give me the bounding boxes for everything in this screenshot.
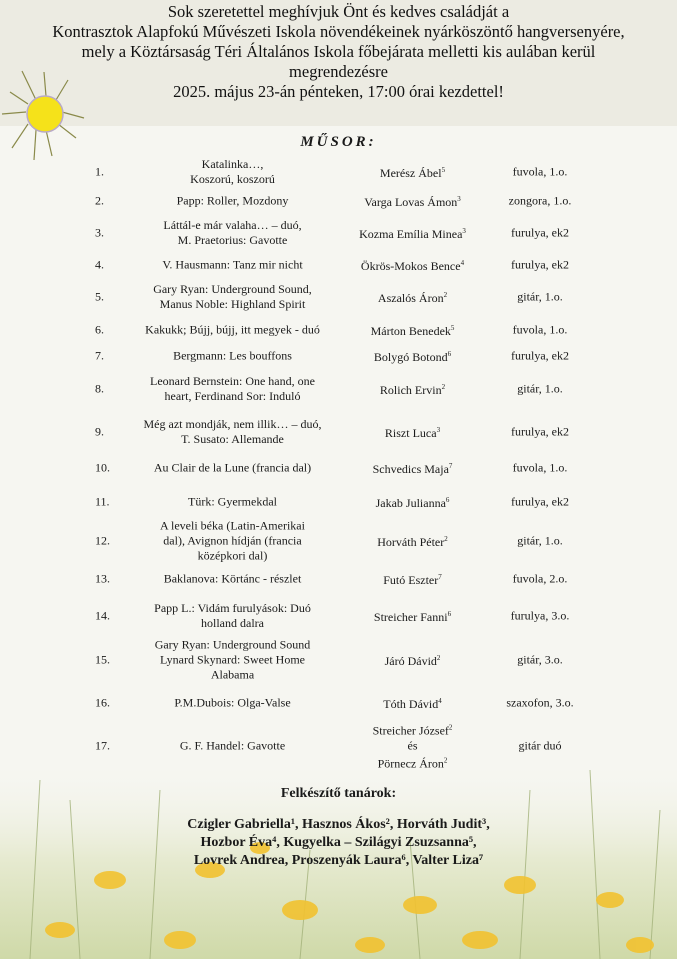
- performer-name: [345, 459, 480, 477]
- performer-name: [345, 532, 480, 550]
- piece-line: Koszorú, koszorú: [190, 172, 275, 186]
- intro-line: Sok szeretettel meghívjuk Önt és kedves családját a: [167, 2, 510, 21]
- piece-line: Manus Noble: Highland Spirit: [159, 297, 306, 311]
- piece-title: [130, 739, 335, 754]
- teachers-heading: Felkészítő tanárok:: [280, 786, 397, 801]
- item-number: 2.: [95, 193, 104, 208]
- item-number: 4.: [95, 257, 104, 272]
- performer-name: [345, 493, 480, 511]
- teacher-index: 2: [444, 535, 448, 543]
- piece-line: Gary Ryan: Underground Sound,: [153, 282, 312, 296]
- instrument-grade: furulya, 3.o.: [510, 608, 570, 623]
- item-number: 15.: [95, 652, 110, 667]
- performer-line: Aszalós Áron$^2$: [377, 291, 448, 305]
- teacher-index: 7: [438, 573, 442, 581]
- instrument-grade: furulya, ek2: [511, 257, 569, 272]
- teacher-index: 6: [445, 496, 450, 504]
- piece-line: holland dalra: [201, 616, 264, 630]
- performer-line: Horváth Péter$^2$: [377, 535, 448, 549]
- performer-line: Ökrös-Mokos Bence$^4$: [360, 259, 465, 273]
- instrument-grade: fuvola, 2.o.: [512, 571, 568, 586]
- teachers-line: Lovrek Andrea, Proszenyák Laura⁶, Valter Liza⁷: [193, 853, 484, 868]
- piece-title: [130, 572, 335, 587]
- piece-title: [130, 374, 335, 404]
- item-number: 8.: [95, 381, 104, 396]
- performer-name: [345, 651, 480, 669]
- instrument-grade: szaxofon, 3.o.: [506, 695, 574, 710]
- piece-title: [130, 218, 335, 248]
- piece-title: [130, 258, 335, 273]
- piece-line: G. F. Handel: Gavotte: [179, 738, 286, 753]
- piece-title: [130, 601, 335, 631]
- teacher-index: 4: [460, 259, 465, 267]
- piece-line: Katalinka…,: [201, 157, 264, 171]
- instrument-grade: furulya, ek2: [511, 348, 569, 363]
- item-number: 14.: [95, 608, 110, 623]
- performer-name: [345, 224, 480, 242]
- item-number: 11.: [95, 494, 110, 509]
- sun-icon: [0, 66, 110, 166]
- piece-title: [130, 349, 335, 364]
- piece-title: [130, 417, 335, 447]
- performer-line: Varga Lovas Ámon$^3$: [364, 195, 461, 209]
- instrument-grade: furulya, ek2: [511, 494, 569, 509]
- piece-line: Alabama: [210, 667, 255, 682]
- performer-line: Járó Dávid$^2$: [384, 654, 441, 668]
- performer-name: [345, 380, 480, 398]
- performer-line: és: [407, 738, 418, 753]
- piece-line: Leonard Bernstein: One hand, one: [150, 374, 315, 388]
- teachers-line: Hozbor Éva⁴, Kugyelka – Szilágyi Zsuzsanna⁵,: [200, 835, 477, 850]
- performer-name: [345, 256, 480, 274]
- performer-name: [345, 192, 480, 210]
- teacher-index: 3: [457, 195, 461, 203]
- piece-line: középkori dal): [197, 548, 268, 563]
- item-number: 6.: [95, 322, 104, 337]
- teacher-index: 2: [443, 291, 448, 299]
- performer-line: Kozma Emília Minea$^3$: [359, 227, 466, 241]
- teacher-index: 3: [462, 227, 466, 235]
- piece-title: [130, 495, 335, 510]
- piece-title: [130, 194, 335, 209]
- performer-line: Rolich Ervin$^2$: [379, 383, 446, 397]
- performer-line: Riszt Luca$^3$: [384, 426, 441, 440]
- intro-line: megrendezésre: [289, 62, 388, 81]
- teacher-index: 2: [441, 383, 446, 391]
- performer-name: [345, 607, 480, 625]
- instrument-grade: furulya, ek2: [511, 424, 569, 439]
- performer-line: Jakab Julianna$^6$: [375, 496, 450, 510]
- program-title: MŰSOR:: [300, 134, 377, 150]
- item-number: 1.: [95, 164, 104, 179]
- piece-line: Papp: Roller, Mozdony: [176, 193, 289, 208]
- piece-title: [130, 696, 335, 711]
- item-number: 5.: [95, 289, 104, 304]
- performer-name: [345, 423, 480, 441]
- intro-line: mely a Köztársaság Téri Általános Iskola főbejárata melletti kis aulában kerül: [81, 42, 596, 61]
- piece-line: V. Hausmann: Tanz mir nicht: [162, 257, 303, 272]
- performer-line: Streicher József$^2$: [372, 723, 453, 738]
- item-number: 17.: [95, 738, 110, 753]
- piece-line: A leveli béka (Latin-Amerikai: [160, 518, 305, 533]
- item-number: 9.: [95, 424, 104, 439]
- piece-line: Au Clair de la Lune (francia dal): [153, 460, 312, 475]
- performer-line: Bolygó Botond$^6$: [373, 350, 452, 364]
- instrument-grade: gitár, 1.o.: [517, 533, 563, 548]
- teacher-index: 2: [443, 756, 448, 765]
- intro-date-line: 2025. május 23-án pénteken, 17:00 órai kezdettel!: [173, 82, 504, 101]
- item-number: 10.: [95, 460, 110, 475]
- performer-name: [345, 321, 480, 339]
- piece-line: Lynard Skynard: Sweet Home: [160, 652, 305, 667]
- piece-line: M. Praetorius: Gavotte: [177, 233, 288, 247]
- piece-title: [130, 282, 335, 312]
- piece-line: Kakukk; Bújj, bújj, itt megyek - duó: [145, 322, 320, 337]
- teacher-index: 4: [438, 697, 442, 705]
- piece-line: Baklanova: Körtánc - részlet: [163, 571, 302, 586]
- piece-title: [130, 157, 335, 187]
- piece-line: dal), Avignon hídján (francia: [163, 533, 302, 548]
- teacher-index: 6: [447, 350, 452, 358]
- performer-name: [345, 347, 480, 365]
- item-number: 3.: [95, 225, 104, 240]
- intro-line: Kontrasztok Alapfokú Művészeti Iskola növendékeinek nyárköszöntő hangversenyére,: [52, 22, 625, 41]
- instrument-grade: fuvola, 1.o.: [512, 460, 568, 475]
- performer-name: [345, 163, 480, 181]
- piece-title: [130, 519, 335, 564]
- piece-line: Gary Ryan: Underground Sound: [154, 637, 311, 652]
- teacher-index: 2: [436, 654, 441, 662]
- piece-line: T. Susato: Allemande: [181, 432, 284, 446]
- instrument-grade: fuvola, 1.o.: [512, 322, 568, 337]
- performer-line: Schvedics Maja$^7$: [372, 462, 453, 476]
- piece-title: [130, 638, 335, 683]
- teacher-index: 3: [436, 426, 441, 434]
- piece-line: Bergmann: Les bouffons: [173, 348, 292, 363]
- piece-title: [130, 323, 335, 338]
- teachers-list: [0, 816, 677, 870]
- piece-line: Láttál-e már valaha… – duó,: [163, 218, 302, 232]
- piece-line: Türk: Gyermekdal: [188, 494, 277, 509]
- instrument-grade: gitár duó: [518, 738, 562, 753]
- performer-name: [345, 694, 480, 712]
- teacher-index: 6: [447, 610, 452, 618]
- item-number: 13.: [95, 571, 110, 586]
- teacher-index: 5: [441, 166, 446, 174]
- item-number: 12.: [95, 533, 110, 548]
- instrument-grade: gitár, 3.o.: [517, 652, 563, 667]
- performer-line: Futó Eszter$^7$: [383, 573, 442, 587]
- item-number: 16.: [95, 695, 110, 710]
- performer-line: Pörnecz Áron$^2$: [377, 756, 448, 771]
- performer-line: Streicher Fanni$^6$: [373, 610, 452, 624]
- piece-line: heart, Ferdinand Sor: Induló: [164, 389, 301, 403]
- teachers-line: Czigler Gabriella¹, Hasznos Ákos², Horváth Judit³,: [187, 817, 490, 832]
- piece-line: Még azt mondják, nem illik… – duó,: [143, 417, 322, 431]
- teacher-index: 7: [448, 462, 453, 470]
- instrument-grade: gitár, 1.o.: [517, 381, 563, 396]
- piece-line: Papp L.: Vidám furulyások: Duó: [154, 601, 311, 615]
- performer-line: Merész Ábel$^5$: [379, 166, 446, 180]
- teacher-index: 5: [450, 324, 455, 332]
- performer-name: [345, 288, 480, 306]
- piece-title: [130, 461, 335, 476]
- piece-line: P.M.Dubois: Olga-Valse: [174, 695, 291, 710]
- teacher-index: 2: [448, 723, 453, 732]
- performer-line: Tóth Dávid$^4$: [383, 697, 442, 711]
- performer-name: [345, 570, 480, 588]
- performer-line: Márton Benedek$^5$: [370, 324, 455, 338]
- item-number: 7.: [95, 348, 104, 363]
- instrument-grade: fuvola, 1.o.: [512, 164, 568, 179]
- instrument-grade: furulya, ek2: [511, 225, 569, 240]
- instrument-grade: gitár, 1.o.: [517, 289, 563, 304]
- instrument-grade: zongora, 1.o.: [508, 193, 572, 208]
